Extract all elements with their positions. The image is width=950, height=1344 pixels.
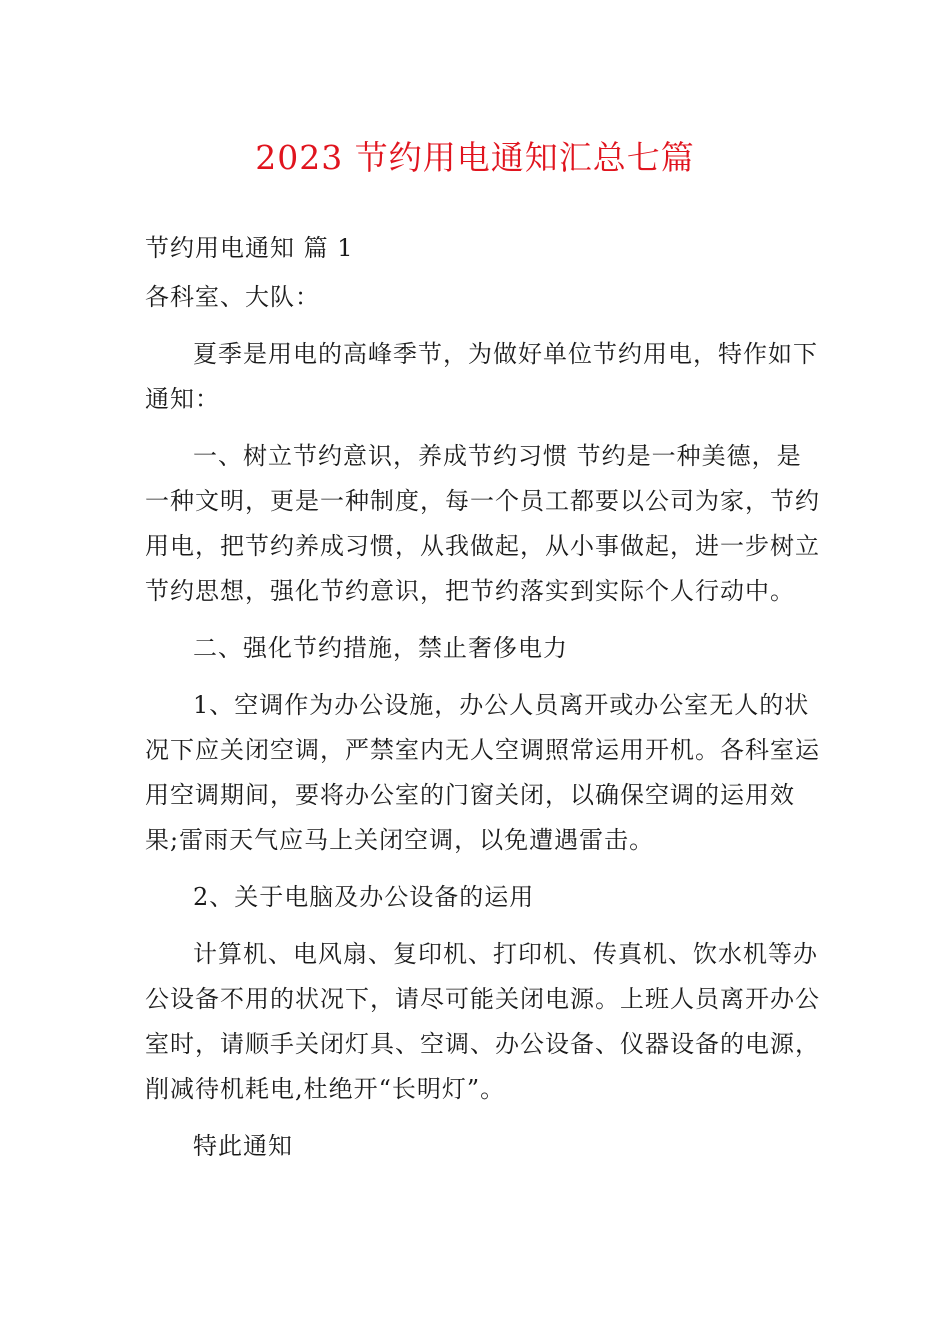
salutation: 各科室、大队：: [145, 283, 320, 311]
paragraph-intro: 夏季是用电的高峰季节，为做好单位节约用电，特作如下通知：: [145, 340, 818, 413]
section-heading: 节约用电通知 篇 1: [145, 234, 354, 262]
paragraph-closing: 特此通知: [193, 1132, 293, 1160]
document-title: 2023 节约用电通知汇总七篇: [255, 138, 695, 177]
paragraph-section-two-heading: 二、强化节约措施，禁止奢侈电力: [193, 634, 568, 662]
paragraph-equipment: 计算机、电风扇、复印机、打印机、传真机、饮水机等办公设备不用的状况下，请尽可能关闭电源。上班人员离开办公室时，请顺手关闭灯具、空调、办公设备、仪器设备的电源，削减待机耗电,杜绝开“长明灯”。: [145, 940, 820, 1103]
paragraph-section-one: 一、树立节约意识，养成节约习惯 节约是一种美德，是一种文明，更是一种制度，每一个员工都要以公司为家，节约用电，把节约养成习惯，从我做起，从小事做起，进一步树立节约思想，强化节约意识，把节约落实到实际个人行动中。: [145, 442, 820, 605]
paragraph-air-conditioning: 1、空调作为办公设施，办公人员离开或办公室无人的状况下应关闭空调，严禁室内无人空调照常运用开机。各科室运用空调期间，要将办公室的门窗关闭，以确保空调的运用效果;雷雨天气应马上关闭空调，以免遭遇雷击。: [145, 691, 820, 854]
paragraph-equipment-heading: 2、关于电脑及办公设备的运用: [193, 883, 535, 911]
document-body: [145, 226, 825, 1181]
